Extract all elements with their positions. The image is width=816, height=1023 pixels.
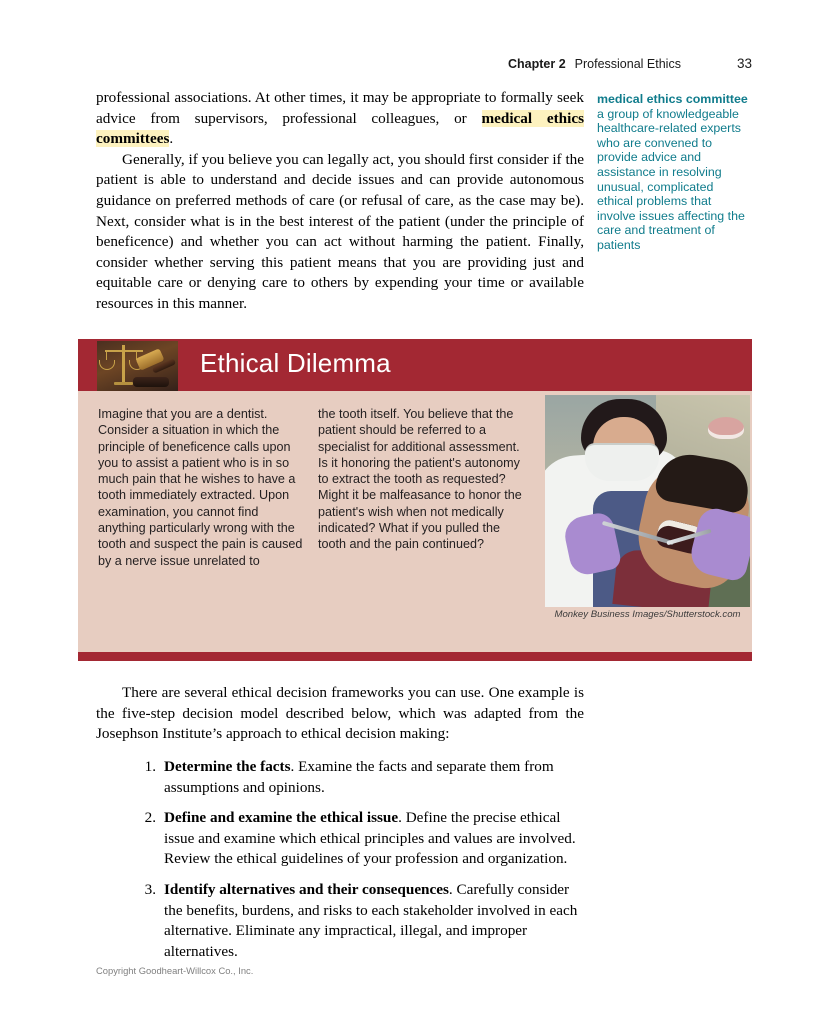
paragraph-continuation bbox=[96, 88, 584, 150]
list-item-title: Identify alternatives and their consequences bbox=[164, 880, 449, 898]
scales-and-gavel-icon bbox=[97, 341, 178, 391]
margin-glossary bbox=[597, 92, 749, 253]
paragraph-trailing-text: . bbox=[169, 130, 174, 148]
list-item-text: . Examine the facts and separate them from assumptions and opinions. bbox=[164, 758, 554, 796]
decision-model-steps bbox=[136, 757, 588, 972]
list-item bbox=[136, 880, 588, 962]
list-item-number: 2. bbox=[144, 809, 156, 827]
running-head-title: Professional Ethics bbox=[574, 57, 681, 71]
list-item-title: Define and examine the ethical issue bbox=[164, 809, 399, 827]
list-item bbox=[136, 808, 588, 870]
copyright-notice: Copyright Goodheart-Willcox Co., Inc. bbox=[96, 965, 254, 976]
list-item-title: Determine the facts bbox=[164, 758, 291, 775]
glossary-term: medical ethics committee bbox=[597, 92, 748, 106]
closing-text-column bbox=[96, 683, 584, 745]
running-head bbox=[90, 56, 752, 71]
list-item-number: 1. bbox=[144, 758, 156, 775]
paragraph-lead-text: professional associations. At other times, it may be appropriate to formally seek advice from supervisors, professional colleagues, or bbox=[96, 89, 584, 127]
running-head-chapter: Chapter 2 bbox=[508, 57, 566, 71]
feature-body bbox=[78, 391, 752, 652]
list-item-text: . Define the precise ethical issue and examine which ethical principles and values are involved. Review the ethical guidelines of your profession and organization. bbox=[164, 809, 576, 868]
paragraph-generally: Generally, if you believe you can legally act, you should first consider if the patient is able to understand and decide issues and can provide autonomous guidance on preferred methods of care (or refusal of care, as the case may be). Next, consider what is in the best interest of the patient (under the principle of beneficence) and whether you can act without harming the patient. Finally, consider whether serving this patient means that you are providing just and equitable care or denying care to others by expending your time or available resources in this manner. bbox=[96, 150, 584, 312]
feature-banner bbox=[78, 339, 752, 391]
paragraph-frameworks: There are several ethical decision frameworks you can use. One example is the five-step decision model described below, which was adapted from the Josephson Institute’s approach to ethical decision making: bbox=[96, 684, 584, 743]
main-text-column bbox=[96, 88, 584, 315]
list-item bbox=[136, 757, 588, 798]
key-term-highlight: medical ethics committees bbox=[96, 109, 584, 148]
photo-credit: Monkey Business Images/Shutterstock.com bbox=[554, 609, 741, 620]
page-number: 33 bbox=[736, 56, 752, 71]
dilemma-column-1: Imagine that you are a dentist. Consider a situation in which the principle of beneficence calls upon you to assist a patient who is in so much pain that he wishes to have a tooth immediately extracted. Upon examination, you cannot find anything particularly wrong with the tooth and suspect the pain is caused by a nerve issue unrelated to bbox=[98, 407, 303, 568]
glossary-definition: a group of knowledgeable healthcare-related experts who are convened to provide advice and assistance in resolving unusual, complicated ethical problems that involve issues affecting the care and treatment of patients bbox=[597, 106, 745, 252]
feature-title: Ethical Dilemma bbox=[200, 348, 391, 378]
list-item-number: 3. bbox=[144, 880, 156, 898]
dilemma-column-2: the tooth itself. You believe that the patient should be referred to a specialist for additional assessment. Is it honoring the patient's autonomy to extract the tooth as requested? Might it be malfeasance to honor the patient's wish when not medically indicated? What if you pulled the tooth and the pain continued? bbox=[318, 407, 522, 552]
list-item-text: . Carefully consider the benefits, burdens, and risks to each stakeholder involved in each alternative. Eliminate any impractical, illegal, and improper alternatives. bbox=[164, 880, 578, 960]
dentist-examining-patient-photo bbox=[545, 395, 750, 607]
feature-photo-wrapper bbox=[545, 395, 750, 625]
feature-bottom-rule bbox=[78, 652, 752, 661]
ethical-dilemma-feature bbox=[78, 339, 752, 661]
